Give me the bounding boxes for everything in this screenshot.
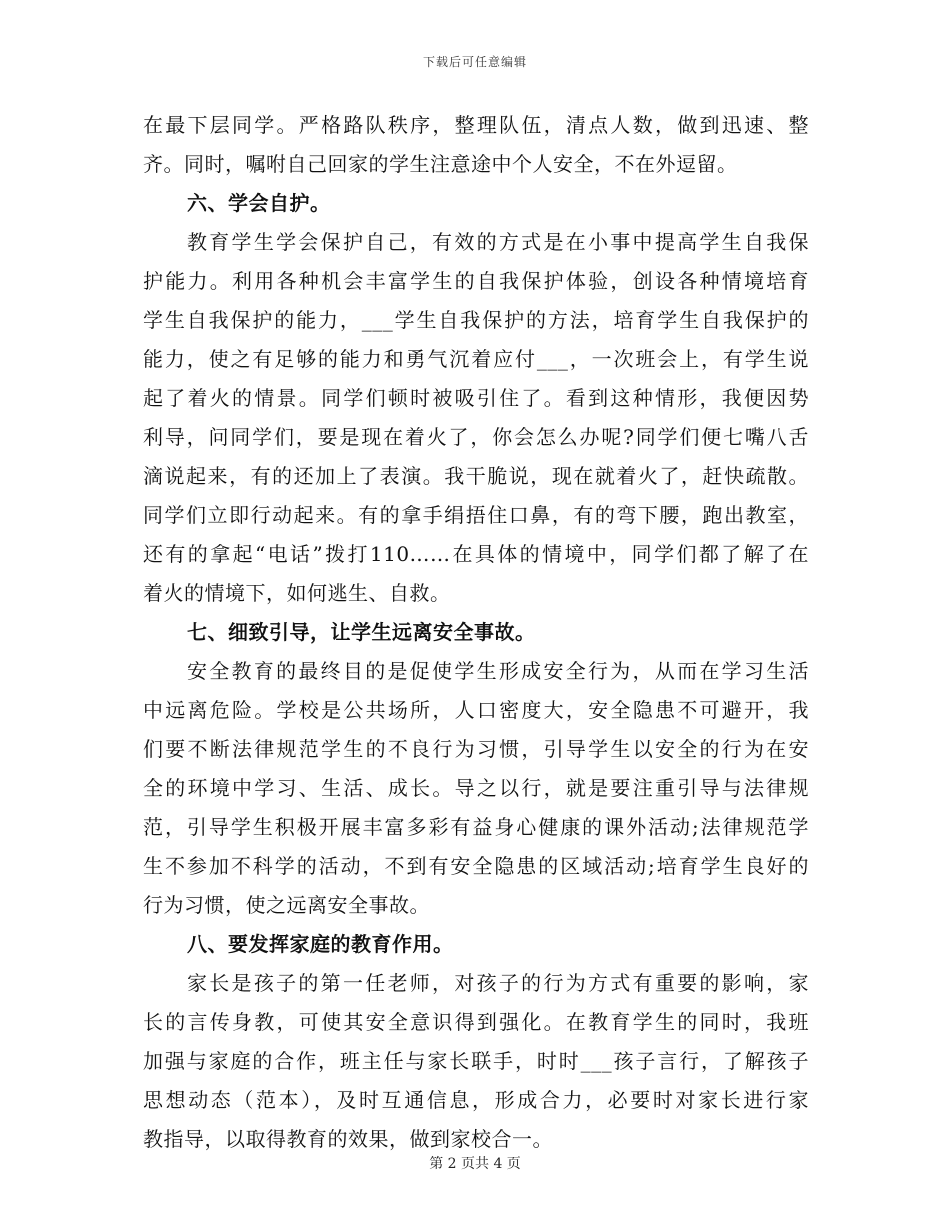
text-line: 还有的拿起“电话”拨打110……在具体的情境中，同学们都了解了在 xyxy=(143,542,809,566)
text-line: 能力，使之有足够的能力和勇气沉着应付___，一次班会上，有学生说 xyxy=(143,347,809,371)
text-line: 长的言传身教，可使其安全意识得到强化。在教育学生的同时，我班 xyxy=(143,1010,809,1034)
text-line: 利导，问同学们，要是现在着火了，你会怎么办呢?同学们便七嘴八舌 xyxy=(143,425,809,449)
text-line: 教指导，以取得教育的效果，做到家校合一。 xyxy=(143,1127,553,1151)
text-line: 教育学生学会保护自己，有效的方式是在小事中提高学生自我保 xyxy=(187,230,809,254)
text-line: 全的环境中学习、生活、成长。导之以行，就是要注重引导与法律规 xyxy=(143,776,809,800)
text-line: 同学们立即行动起来。有的拿手绢捂住口鼻，有的弯下腰，跑出教室， xyxy=(143,503,809,527)
text-line: 中远离危险。学校是公共场所，人口密度大，安全隐患不可避开，我 xyxy=(143,698,809,722)
text-line: 们要不断法律规范学生的不良行为习惯，引导学生以安全的行为在安 xyxy=(143,737,809,761)
text-line: 行为习惯，使之远离安全事故。 xyxy=(143,893,430,917)
section-heading: 六、学会自护。 xyxy=(187,191,331,215)
text-line: 思想动态（范本），及时互通信息，形成合力，必要时对家长进行家 xyxy=(143,1088,809,1112)
page-header: 下载后可任意编辑 xyxy=(422,55,527,69)
section-heading: 八、要发挥家庭的教育作用。 xyxy=(187,932,454,956)
text-line: 加强与家庭的合作，班主任与家长联手，时时___孩子言行，了解孩子 xyxy=(143,1049,809,1073)
section-heading: 七、细致引导，让学生远离安全事故。 xyxy=(187,620,536,644)
text-line: 安全教育的最终目的是促使学生形成安全行为，从而在学习生活 xyxy=(187,659,809,683)
text-line: 范，引导学生积极开展丰富多彩有益身心健康的课外活动;法律规范学 xyxy=(143,815,809,839)
text-line: 起了着火的情景。同学们顿时被吸引住了。看到这种情形，我便因势 xyxy=(143,386,809,410)
text-line: 护能力。利用各种机会丰富学生的自我保护体验，创设各种情境培育 xyxy=(143,269,809,293)
text-line: 着火的情境下，如何逃生、自救。 xyxy=(143,581,451,605)
document-body xyxy=(143,106,809,1159)
text-line: 学生自我保护的能力，___学生自我保护的方法，培育学生自我保护的 xyxy=(143,308,809,332)
text-line: 生不参加不科学的活动，不到有安全隐患的区域活动;培育学生良好的 xyxy=(143,854,809,878)
page-footer: 第 2 页共 4 页 xyxy=(429,1156,521,1172)
text-line: 家长是孩子的第一任老师，对孩子的行为方式有重要的影响，家 xyxy=(187,971,809,995)
text-line: 滴说起来，有的还加上了表演。我干脆说，现在就着火了，赶快疏散。 xyxy=(143,464,809,488)
text-line: 齐。同时，嘱咐自己回家的学生注意途中个人安全，不在外逗留。 xyxy=(143,152,738,176)
text-line: 在最下层同学。严格路队秩序，整理队伍，清点人数，做到迅速、整 xyxy=(143,113,809,137)
